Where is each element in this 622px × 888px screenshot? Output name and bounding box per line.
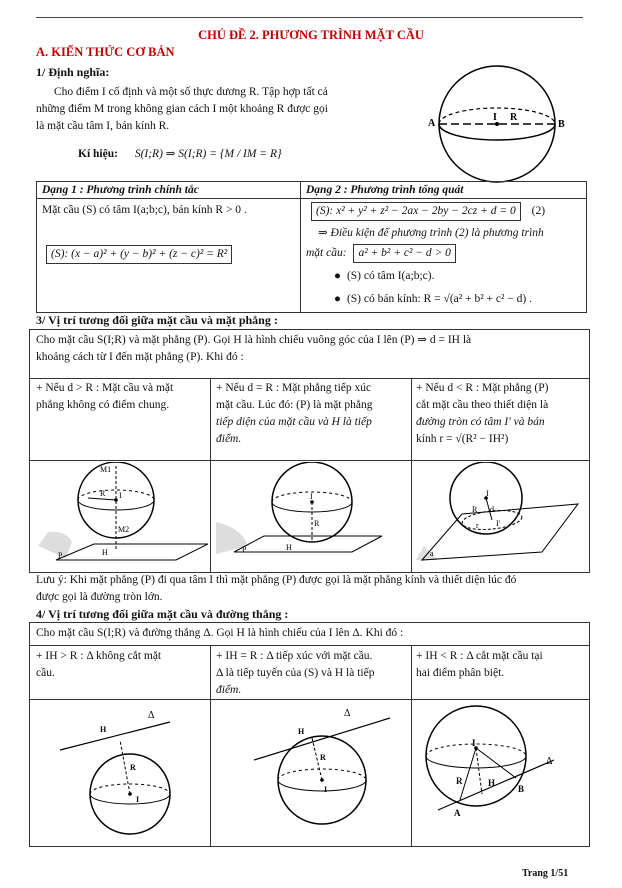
svg-text:I: I — [310, 492, 313, 501]
notation-line — [78, 146, 282, 160]
svg-text:H: H — [286, 543, 292, 552]
svg-text:I: I — [472, 738, 476, 748]
svg-text:I: I — [136, 795, 140, 804]
label-i: I — [493, 112, 497, 123]
svg-text:R: R — [320, 753, 326, 762]
notation-formula: S(I;R) ⇒ S(I;R) = {M / IM = R} — [134, 148, 282, 160]
svg-text:H: H — [100, 725, 107, 734]
plane-figure-2 — [212, 462, 408, 568]
label-r: R — [510, 112, 518, 123]
line-case-2: + IH = R : Δ tiếp xúc với mặt cầu. Δ là tiếp tuyến của (S) và H là tiếp điểm. — [216, 650, 375, 696]
svg-text:Δ: Δ — [344, 708, 351, 719]
svg-text:P: P — [242, 545, 247, 554]
line-case-1: + IH > R : Δ không cắt mặt cầu. — [36, 650, 162, 679]
form2-equation: (S): x² + y² + z² − 2ax − 2by − 2cz + d = 0 (2) — [311, 202, 545, 221]
svg-text:R: R — [472, 505, 478, 514]
section-3-heading: 3/ Vị trí tương đối giữa mặt cầu và mặt phẳng : — [36, 313, 278, 327]
line-intro: Cho mặt cầu S(I;R) và đường thẳng Δ. Gọi H là hình chiếu của I lên Δ. Khi đó : — [36, 627, 404, 639]
svg-text:Δ: Δ — [148, 710, 155, 721]
form2-title: Dạng 2 : Phương trình tổng quát — [306, 184, 464, 196]
svg-text:H: H — [488, 778, 496, 788]
section-4-heading: 4/ Vị trí tương đối giữa mặt cầu và đường thẳng : — [36, 607, 289, 621]
svg-text:H: H — [298, 727, 305, 736]
form2-center: ● (S) có tâm I(a;b;c). — [334, 270, 435, 282]
line-figure-3 — [420, 700, 586, 842]
page-number: Trang 1/51 — [522, 868, 569, 879]
svg-text:I: I — [486, 489, 489, 498]
svg-text:M2: M2 — [118, 525, 130, 534]
svg-text:R: R — [100, 489, 106, 498]
svg-text:B: B — [518, 784, 525, 794]
svg-text:P: P — [58, 551, 63, 560]
svg-text:r: r — [476, 521, 479, 530]
svg-text:I: I — [119, 491, 122, 500]
notation-label: Kí hiệu: — [78, 148, 118, 160]
section-a-heading: A. KIẾN THỨC CƠ BẢN — [36, 45, 175, 59]
svg-text:M1: M1 — [100, 465, 112, 474]
plane-figure-3 — [412, 462, 586, 568]
plane-note: Lưu ý: Khi mặt phẳng (P) đi qua tâm I thì mặt phẳng (P) được gọi là mặt phẳng kính và thiết diện lúc đó được gọi là đường tròn lớn. — [36, 574, 517, 603]
svg-text:I': I' — [496, 519, 501, 528]
svg-text:I: I — [324, 785, 328, 794]
plane-case-3: + Nếu d < R : Mặt phẳng (P) cắt mặt cầu theo thiết diện là đường tròn có tâm I' và bán kính r = √(R² − IH²) — [416, 382, 549, 445]
svg-text:d: d — [490, 505, 494, 514]
plane-case-2: + Nếu d = R : Mặt phẳng tiếp xúc mặt cầu. Lúc đó: (P) là mặt phẳng tiếp diện của mặt cầu và H là tiếp điểm. — [216, 382, 373, 445]
plane-intro: Cho mặt cầu S(I;R) và mặt phẳng (P). Gọi H là hình chiếu vuông góc của I lên (P) ⇒ d = IH là khoảng cách từ I đến mặt phẳng (P). Khi đó : — [36, 334, 472, 363]
form1-title: Dạng 1 : Phương trình chính tắc — [42, 184, 199, 196]
label-a: A — [428, 118, 436, 129]
svg-text:R: R — [456, 776, 463, 786]
header-rule — [36, 17, 583, 18]
sphere-figure — [425, 60, 575, 190]
svg-text:H: H — [102, 548, 108, 557]
plane-case-1: + Nếu d > R : Mặt cầu và mặt phẳng không có điểm chung. — [36, 382, 174, 411]
svg-text:a: a — [430, 549, 434, 558]
label-b: B — [558, 119, 565, 130]
form2-condition-line: mặt cầu: a² + b² + c² − d > 0 — [306, 244, 456, 263]
form1-line: Mặt cầu (S) có tâm I(a;b;c), bán kính R > 0 . — [42, 204, 247, 216]
form2-radius: ● (S) có bán kính: R = √(a² + b² + c² − d) . — [334, 293, 532, 305]
definition-heading: 1/ Định nghĩa: — [36, 65, 110, 79]
plane-figure-1 — [36, 462, 208, 568]
line-figure-2 — [240, 700, 410, 842]
form1-equation: (S): (x − a)² + (y − b)² + (z − c)² = R² — [46, 245, 232, 264]
page-title: CHỦ ĐỀ 2. PHƯƠNG TRÌNH MẶT CẦU — [198, 28, 424, 42]
svg-text:Δ: Δ — [546, 756, 553, 767]
svg-text:R: R — [314, 519, 320, 528]
definition-text: Cho điểm I cố định và một số thực dương R. Tập hợp tất cả những điểm M trong không gian cách I một khoảng R được gọi là mặt cầu tâm I, bán kính R. — [36, 86, 328, 132]
line-case-3: + IH < R : Δ cắt mặt cầu tại hai điểm phân biệt. — [416, 650, 543, 679]
line-figure-1 — [40, 700, 206, 842]
svg-text:R: R — [130, 763, 136, 772]
svg-text:A: A — [454, 808, 461, 818]
form2-condition: ⇒ Điều kiện để phương trình (2) là phương trình — [318, 227, 544, 239]
